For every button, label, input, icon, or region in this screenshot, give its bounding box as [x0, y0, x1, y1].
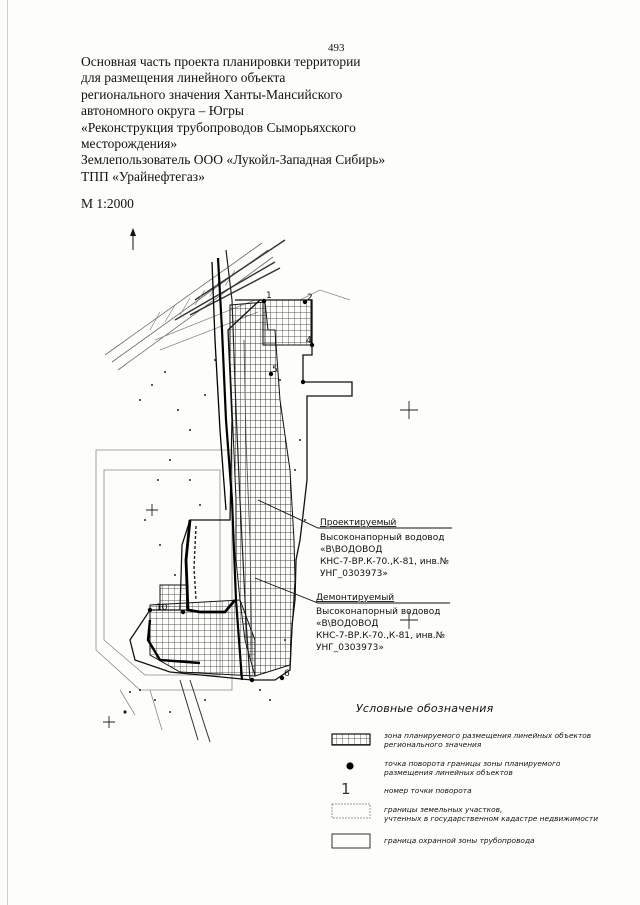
svg-text:УНГ_0303973»: УНГ_0303973» [316, 643, 384, 653]
legend-item-zone: зона планируемого размещения линейных объектов регионального значения [384, 731, 592, 749]
point-number: 1 [266, 291, 272, 301]
callout-projected [320, 518, 449, 579]
title-line: Основная часть проекта планировки территории [81, 54, 361, 69]
legend-item-protection-zone: граница охранной зоны трубопровода [384, 836, 535, 845]
legend-symbol-zone [332, 734, 370, 745]
point-number: 5 [272, 365, 278, 375]
title-line: регионального значения Ханты-Мансийского [81, 86, 343, 102]
title-line: месторождения» [81, 136, 178, 152]
legend-symbol-parcel-boundary [332, 804, 370, 818]
svg-text:Проектируемый: Проектируемый [320, 518, 397, 528]
point-number: 6 [284, 669, 290, 679]
title-line: ТПП «Урайнефтегаз» [81, 168, 205, 184]
north-arrow-icon [130, 228, 136, 250]
legend-symbol-turning-point [346, 762, 353, 769]
map-scale: М 1:2000 [81, 196, 134, 211]
svg-text:КНС-7-ВР.К-70.,К-81, инв.№: КНС-7-ВР.К-70.,К-81, инв.№ [320, 557, 450, 567]
title-line: автономного округа – Югры [81, 103, 244, 119]
svg-text:«В\ВОДОВОД: «В\ВОДОВОД [320, 545, 383, 555]
svg-text:Высоконапорный водовод: Высоконапорный водовод [320, 533, 445, 543]
svg-text:«В\ВОДОВОД: «В\ВОДОВОД [316, 619, 379, 629]
svg-text:УНГ_0303973»: УНГ_0303973» [320, 569, 388, 579]
legend-item-turning-point: точка поворота границы зоны планируемого размещения линейных объектов [384, 759, 561, 777]
legend-item-parcel-boundary: границы земельных участков, учтенных в государственном кадастре недвижимости [384, 805, 599, 823]
svg-text:Высоконапорный водовод: Высоконапорный водовод [316, 607, 441, 617]
legend-item-point-number: номер точки поворота [384, 786, 472, 795]
title-line: «Реконструкция трубопроводов Сыморьяхского [81, 119, 356, 135]
legend-title: Условные обозначения [356, 702, 494, 715]
legend-point-number-sample: 1 [341, 780, 351, 798]
point-number: 4 [306, 336, 312, 346]
title-line: Землепользователь ООО «Лукойл-Западная Сибирь» [81, 152, 386, 168]
title-line: для размещения линейного объекта [81, 70, 286, 86]
point-number: 2 [307, 293, 313, 303]
point-number: 10 [156, 603, 168, 613]
svg-text:КНС-7-ВР.К-70.,К-81, инв.№: КНС-7-ВР.К-70.,К-81, инв.№ [316, 631, 446, 641]
svg-text:Демонтируемый: Демонтируемый [316, 593, 395, 603]
page-number: 493 [328, 42, 345, 54]
legend-symbol-protection-zone [332, 834, 370, 848]
callout-dismantled [316, 593, 445, 653]
